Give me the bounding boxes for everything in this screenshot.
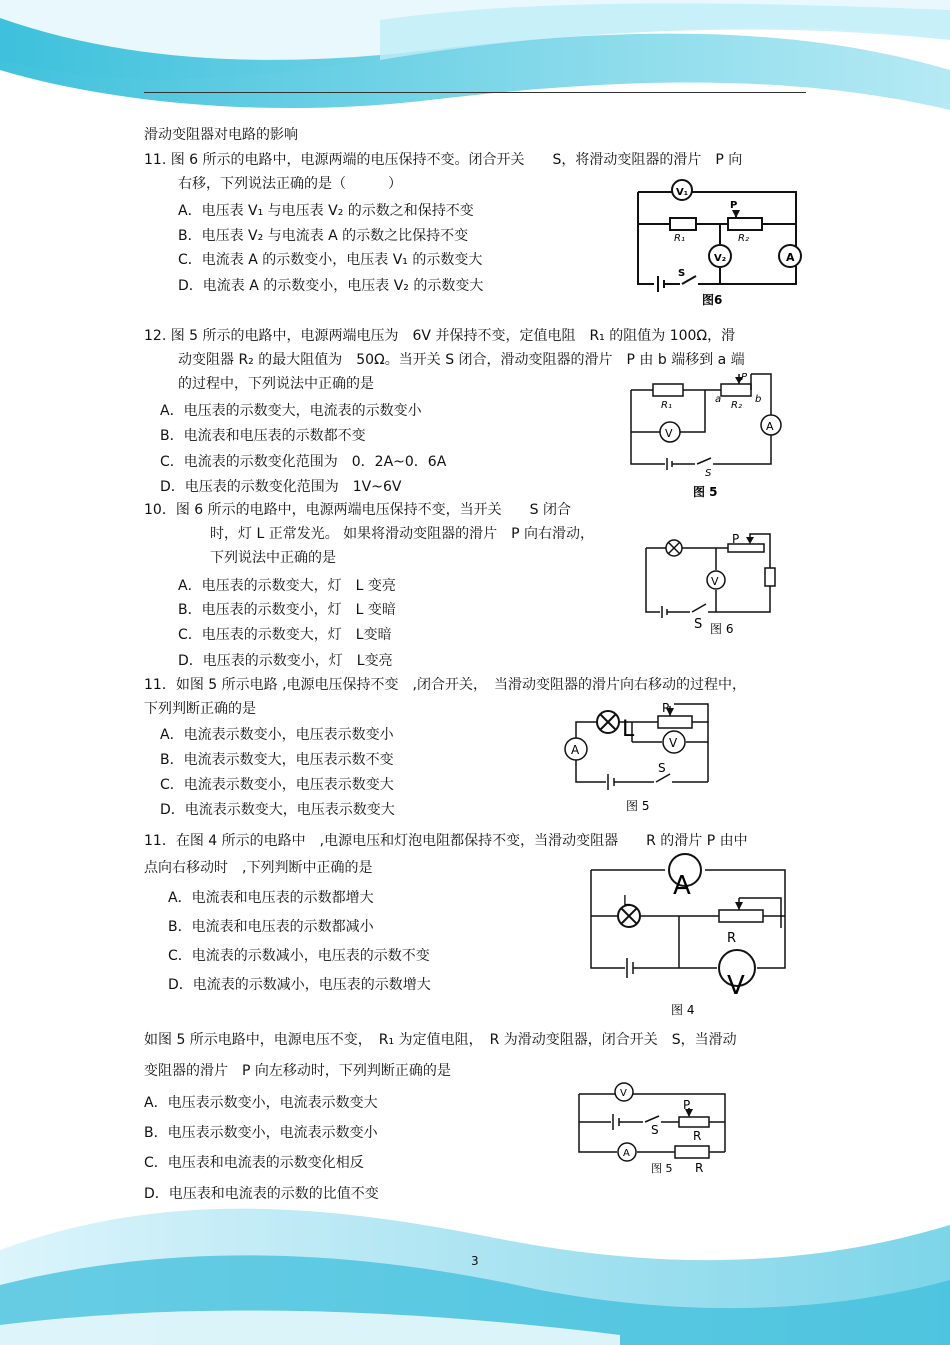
q2-label-b-end: b — [755, 394, 762, 405]
q2-option-a: A．电压表的示数变大，电流表的示数变小 — [160, 403, 422, 419]
q2-label-p: P — [741, 372, 748, 383]
q4-circuit-figure — [558, 698, 718, 818]
q5-figure-caption: 图 4 — [671, 1003, 695, 1017]
q5-label-l: L — [623, 894, 631, 909]
q3-label-v: V — [711, 575, 719, 588]
q1-option-d: D．电流表 A 的示数变小，电压表 V₂ 的示数变大 — [178, 278, 484, 294]
q1-label-v2: V₂ — [714, 253, 727, 264]
q3-option-c: C．电压表的示数变大，灯 L变暗 — [178, 627, 392, 643]
q5-label-v: V — [727, 971, 745, 1001]
q6-label-s: S — [651, 1123, 659, 1137]
q6-option-d: D．电压表和电流表的示数的比值不变 — [144, 1186, 379, 1202]
q4-label-l: L — [622, 717, 635, 742]
q1-label-v1: V₁ — [676, 187, 689, 198]
q4-option-a: A．电流表示数变小，电压表示数变小 — [160, 727, 394, 743]
q4-figure-caption: 图 5 — [626, 799, 650, 813]
q6-option-c: C．电压表和电流表的示数变化相反 — [144, 1155, 364, 1171]
q5-circuit-figure — [585, 850, 795, 1022]
q3-label-p: P — [732, 532, 740, 546]
q2-stem-line3: 的过程中，下列说法中正确的是 — [178, 376, 374, 392]
q6-label-p: P — [683, 1098, 691, 1112]
q6-option-a: A．电压表示数变小，电流表示数变大 — [144, 1095, 378, 1111]
q3-option-b: B．电压表的示数变小，灯 L 变暗 — [178, 602, 396, 618]
q6-label-r-slider: R — [693, 1129, 702, 1143]
q6-stem-line2: 变阻器的滑片 P 向左移动时，下列判断正确的是 — [144, 1063, 451, 1079]
q1-option-b: B．电压表 V₂ 与电流表 A 的示数之比保持不变 — [178, 228, 469, 244]
q1-label-r2: R₂ — [738, 233, 749, 244]
q1-stem-line1: 11. 图 6 所示的电路中，电源两端的电压保持不变。闭合开关 S，将滑动变阻器的滑片 P 向 — [144, 152, 743, 168]
q3-option-a: A．电压表的示数变大，灯 L 变亮 — [178, 578, 396, 594]
q2-stem-line1: 12. 图 5 所示的电路中，电源两端电压为 6V 并保持不变，定值电阻 R₁ 的阻值为 100Ω，滑 — [144, 328, 736, 344]
q2-option-d: D．电压表的示数变化范围为 1V~6V — [160, 479, 402, 495]
q4-option-d: D．电流表示数变大，电压表示数变大 — [160, 802, 395, 818]
q1-label-r1: R₁ — [674, 233, 685, 244]
q2-label-r1: R₁ — [661, 400, 672, 411]
q1-label-a: A — [786, 251, 795, 264]
q5-label-r: R — [727, 931, 737, 946]
q1-figure-caption: 图6 — [702, 293, 723, 307]
q6-label-r-fixed: R — [695, 1161, 704, 1175]
q5-label-a: A — [673, 871, 691, 901]
q2-label-s: S — [705, 468, 712, 479]
q6-figure-caption: 图 5 — [651, 1162, 673, 1175]
header-rule — [144, 92, 806, 93]
q2-circuit-figure — [625, 368, 785, 502]
q2-label-v: V — [665, 427, 673, 440]
q5-option-a: A．电流表和电压表的示数都增大 — [168, 890, 374, 906]
section-title: 滑动变阻器对电路的影响 — [144, 127, 298, 143]
q1-label-s: S — [678, 268, 686, 279]
q4-label-v: V — [669, 736, 678, 750]
q6-circuit-figure — [575, 1078, 735, 1180]
q2-figure-caption: 图 5 — [693, 485, 718, 499]
q2-label-r2: R₂ — [731, 400, 742, 411]
q1-circuit-figure — [630, 172, 806, 314]
q2-option-b: B．电流表和电压表的示数都不变 — [160, 428, 366, 444]
q2-label-a: A — [766, 420, 774, 433]
q4-option-c: C．电流表示数变小，电压表示数变大 — [160, 777, 394, 793]
q3-option-d: D．电压表的示数变小，灯 L变亮 — [178, 653, 393, 669]
q3-stem-line1: 10．图 6 所示的电路中，电源两端电压保持不变，当开关 S 闭合 — [144, 502, 571, 518]
q5-stem-line1: 11．在图 4 所示的电路中 ,电源电压和灯泡电阻都保持不变，当滑动变阻器 R 的滑片 P 由中 — [144, 833, 748, 849]
q1-option-c: C．电流表 A 的示数变小，电压表 V₁ 的示数变大 — [178, 252, 483, 268]
q4-label-a: A — [571, 743, 580, 757]
q5-option-d: D．电流表的示数减小，电压表的示数增大 — [168, 977, 431, 993]
q1-stem-line2: 右移，下列说法正确的是（ ） — [178, 176, 402, 192]
q5-stem-line2: 点向右移动时 ,下列判断中正确的是 — [144, 860, 373, 876]
q4-label-s: S — [658, 761, 666, 775]
q4-label-p: P — [662, 701, 670, 715]
q1-label-p: P — [730, 200, 738, 211]
q4-stem-line2: 下列判断正确的是 — [144, 701, 256, 717]
q3-label-s: S — [694, 617, 703, 632]
q4-option-b: B．电流表示数变大，电压表示数不变 — [160, 752, 394, 768]
q2-option-c: C．电流表的示数变化范围为 0．2A~0．6A — [160, 454, 447, 470]
q6-label-v: V — [620, 1088, 627, 1099]
q4-stem-line1: 11．如图 5 所示电路 ,电源电压保持不变 ,闭合开关， 当滑动变阻器的滑片向右移动的过程中， — [144, 677, 746, 693]
q3-stem-line3: 下列说法中正确的是 — [210, 550, 336, 566]
q3-figure-caption: 图 6 — [710, 622, 734, 636]
q5-option-b: B．电流表和电压表的示数都减小 — [168, 919, 374, 935]
q2-label-a-end: a — [715, 394, 722, 405]
q1-option-a: A．电压表 V₁ 与电压表 V₂ 的示数之和保持不变 — [178, 203, 474, 219]
q3-circuit-figure — [640, 530, 780, 640]
page-number: 3 — [471, 1254, 479, 1268]
q6-option-b: B．电压表示数变小，电流表示数变小 — [144, 1125, 378, 1141]
q2-stem-line2: 动变阻器 R₂ 的最大阻值为 50Ω。当开关 S 闭合，滑动变阻器的滑片 P 由 b 端移到 a 端 — [178, 352, 745, 368]
q3-stem-line2: 时，灯 L 正常发光。 如果将滑动变阻器的滑片 P 向右滑动， — [210, 526, 595, 542]
q5-option-c: C．电流表的示数减小，电压表的示数不变 — [168, 948, 430, 964]
q6-stem-line1: 如图 5 所示电路中，电源电压不变， R₁ 为定值电阻， R 为滑动变阻器，闭合开关 S，当滑动 — [144, 1032, 737, 1048]
q6-label-a: A — [623, 1148, 630, 1159]
